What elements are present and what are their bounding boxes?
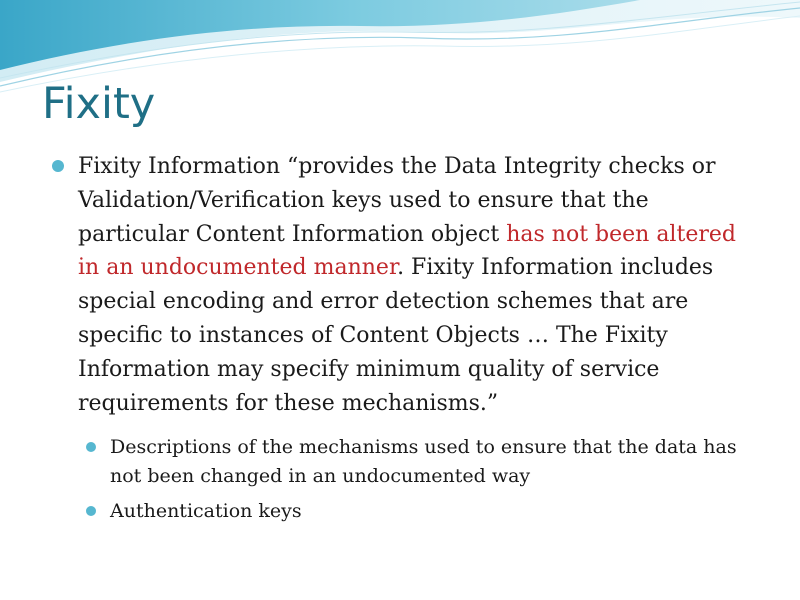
sub-bullet-item <box>83 433 758 491</box>
bullet-dot-icon <box>86 506 96 516</box>
main-bullet-highlight: has not been altered in an undocumented manner <box>78 221 736 281</box>
sub-bullet-text: Authentication keys <box>110 500 302 523</box>
sub-bullet-item <box>83 497 758 526</box>
slide-title: Fixity <box>42 79 156 129</box>
bullet-dot-icon <box>52 160 64 172</box>
sub-bullet-text: Descriptions of the mechanisms used to ensure that the data has not been changed in an undocumented way <box>110 436 737 488</box>
bullet-dot-icon <box>86 442 96 452</box>
sub-bullet-list <box>48 433 758 526</box>
main-bullet-text-part2: . Fixity Information includes special encoding and error detection schemes that are specific to instances of Content Objects … The Fixity Information may specify minimum quality of service requirements for these mechanisms.” <box>78 255 714 416</box>
main-bullet <box>48 150 758 420</box>
main-bullet-text-part1: Fixity Information “provides the Data Integrity checks or Validation/Verification keys used to ensure that the particular Content Information object <box>78 154 716 247</box>
slide-content <box>48 150 758 532</box>
